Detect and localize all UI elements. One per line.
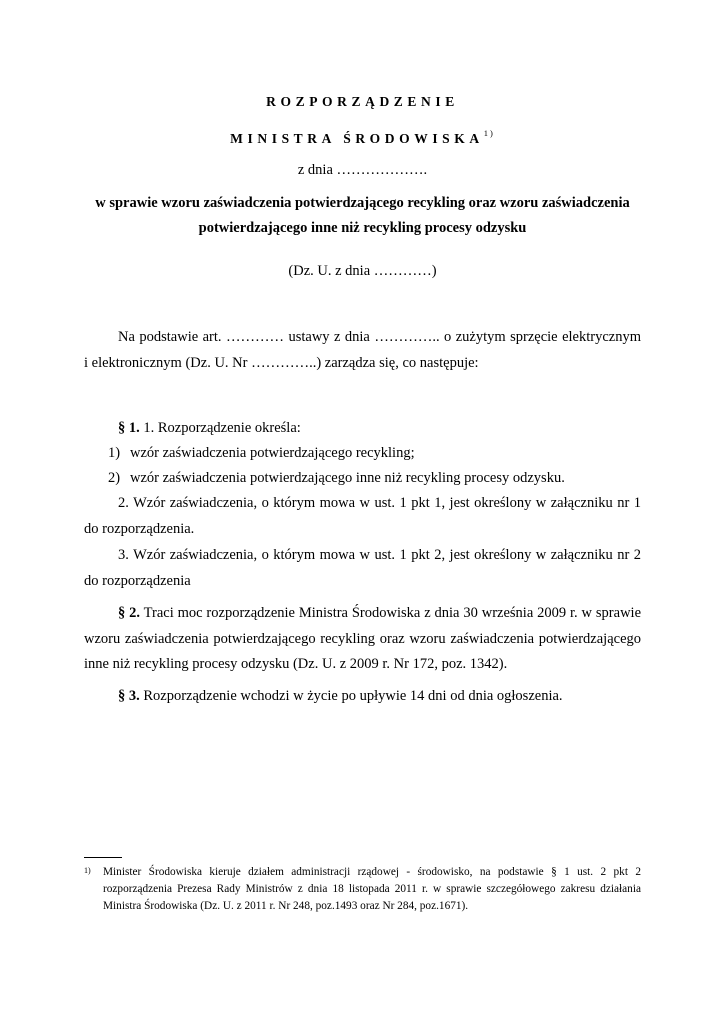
footnote-mark: 1) bbox=[84, 866, 91, 875]
section-1-paragraph-3: 3. Wzór zaświadczenia, o którym mowa w ust. 1 pkt 2, jest określony w załączniku nr 2 do rozporządzenia bbox=[84, 547, 641, 589]
preamble-line-1: Na podstawie art. ………… ustawy z dnia ………….. o zużytym sprzęcie elektrycznym bbox=[118, 329, 641, 345]
section-3-label: § 3. bbox=[118, 688, 140, 704]
footnote-text: Minister Środowiska kieruje działem administracji rządowej - środowisko, na podstawie § 1 ust. 2 pkt 2 rozporządzenia Prezesa Rady Ministrów z dnia 18 listopada 2011 r. w sprawie szczegółowego zakresu działania Ministra Środowiska (Dz. U. z 2011 r. Nr 248, poz.1493 oraz Nr 284, poz.1671). bbox=[103, 866, 641, 912]
footnote-ref[interactable]: 1) bbox=[483, 128, 495, 138]
list-item-number: 2) bbox=[108, 470, 121, 486]
section-3-text: Rozporządzenie wchodzi w życie po upływie 14 dni od dnia ogłoszenia. bbox=[143, 688, 563, 704]
section-1-paragraph-2: 2. Wzór zaświadczenia, o którym mowa w ust. 1 pkt 1, jest określony w załączniku nr 1 do rozporządzenia. bbox=[84, 495, 641, 537]
section-1-paragraph-1 bbox=[84, 416, 641, 442]
list-item-text: wzór zaświadczenia potwierdzającego inne niż recykling procesy odzysku. bbox=[130, 470, 565, 486]
journal-reference: (Dz. U. z dnia …………) bbox=[288, 263, 437, 279]
date-line: z dnia ………………. bbox=[297, 162, 428, 178]
list-item-text: wzór zaświadczenia potwierdzającego recykling; bbox=[130, 445, 415, 461]
section-3-paragraph bbox=[84, 684, 641, 710]
document-title: ROZPORZĄDZENIE bbox=[266, 94, 459, 109]
section-2-label: § 2. bbox=[118, 605, 141, 621]
section-1-intro: 1. Rozporządzenie określa: bbox=[143, 420, 301, 436]
section-2-paragraph bbox=[84, 601, 641, 678]
section-1-label: § 1. bbox=[118, 420, 140, 436]
list-item-number: 1) bbox=[108, 445, 121, 461]
issuer-name: MINISTRA ŚRODOWISKA bbox=[230, 131, 484, 146]
issuer-line bbox=[0, 128, 725, 147]
document-subject: w sprawie wzoru zaświadczenia potwierdzającego recykling oraz wzoru zaświadczenia potwierdzającego inne niż recykling procesy odzysku bbox=[95, 195, 630, 236]
list-item bbox=[108, 441, 415, 466]
preamble-line-2: i elektronicznym (Dz. U. Nr …………..) zarządza się, co następuje: bbox=[84, 355, 479, 371]
list-item bbox=[108, 466, 565, 491]
section-2-text: Traci moc rozporządzenie Ministra Środowiska z dnia 30 września 2009 r. w sprawie wzoru zaświadczenia potwierdzającego recykling oraz wzoru zaświadczenia potwierdzającego inne niż recykling procesy odzysku (Dz. U. z 2009 r. Nr 172, poz. 1342). bbox=[84, 605, 641, 672]
footnote-separator bbox=[84, 857, 122, 858]
